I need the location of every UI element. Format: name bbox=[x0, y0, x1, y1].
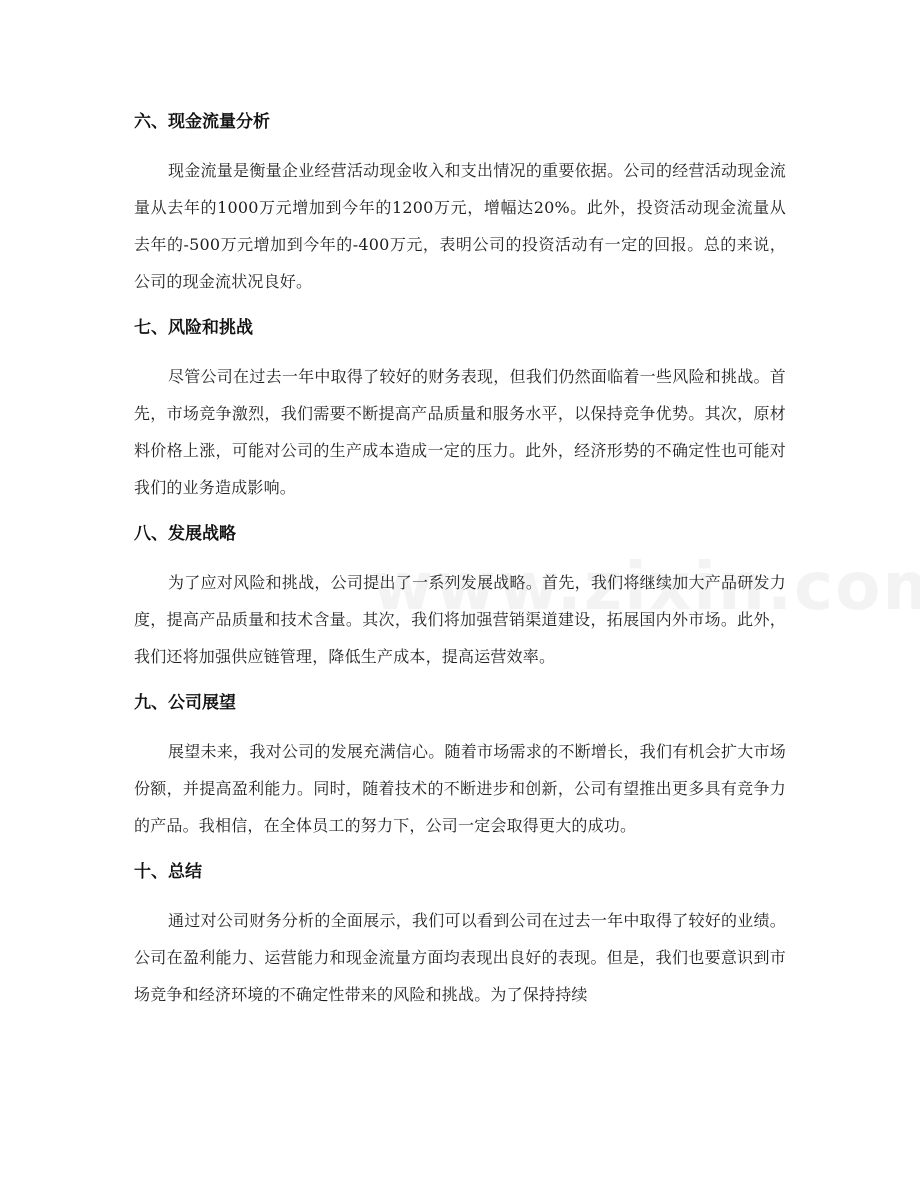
section-heading: 八、发展战略 bbox=[134, 524, 236, 544]
section-cash-flow bbox=[134, 104, 786, 300]
section-heading: 九、公司展望 bbox=[134, 693, 236, 713]
section-strategy bbox=[134, 516, 786, 675]
section-heading: 七、风险和挑战 bbox=[134, 318, 253, 338]
section-outlook bbox=[134, 685, 786, 844]
section-paragraph: 展望未来，我对公司的发展充满信心。随着市场需求的不断增长，我们有机会扩大市场份额，并提高盈利能力。同时，随着技术的不断进步和创新，公司有望推出更多具有竞争力的产品。我相信，在全体员工的努力下，公司一定会取得更大的成功。 bbox=[134, 742, 786, 835]
section-paragraph: 现金流量是衡量企业经营活动现金收入和支出情况的重要依据。公司的经营活动现金流量从去年的1000万元增加到今年的1200万元，增幅达20%。此外，投资活动现金流量从去年的-500万元增加到今年的-400万元，表明公司的投资活动有一定的回报。总的来说，公司的现金流状况良好。 bbox=[134, 161, 786, 291]
section-paragraph: 通过对公司财务分析的全面展示，我们可以看到公司在过去一年中取得了较好的业绩。公司在盈利能力、运营能力和现金流量方面均表现出良好的表现。但是，我们也要意识到市场竞争和经济环境的不确定性带来的风险和挑战。为了保持持续 bbox=[134, 911, 786, 1004]
section-heading: 六、现金流量分析 bbox=[134, 112, 270, 132]
document-body bbox=[134, 104, 786, 1023]
section-risks bbox=[134, 310, 786, 506]
section-paragraph: 为了应对风险和挑战，公司提出了一系列发展战略。首先，我们将继续加大产品研发力度，提高产品质量和技术含量。其次，我们将加强营销渠道建设，拓展国内外市场。此外，我们还将加强供应链管理，降低生产成本，提高运营效率。 bbox=[134, 573, 786, 666]
section-paragraph: 尽管公司在过去一年中取得了较好的财务表现，但我们仍然面临着一些风险和挑战。首先，市场竞争激烈，我们需要不断提高产品质量和服务水平，以保持竞争优势。其次，原材料价格上涨，可能对公司的生产成本造成一定的压力。此外，经济形势的不确定性也可能对我们的业务造成影响。 bbox=[134, 367, 786, 497]
section-heading: 十、总结 bbox=[134, 862, 202, 882]
section-summary bbox=[134, 854, 786, 1013]
